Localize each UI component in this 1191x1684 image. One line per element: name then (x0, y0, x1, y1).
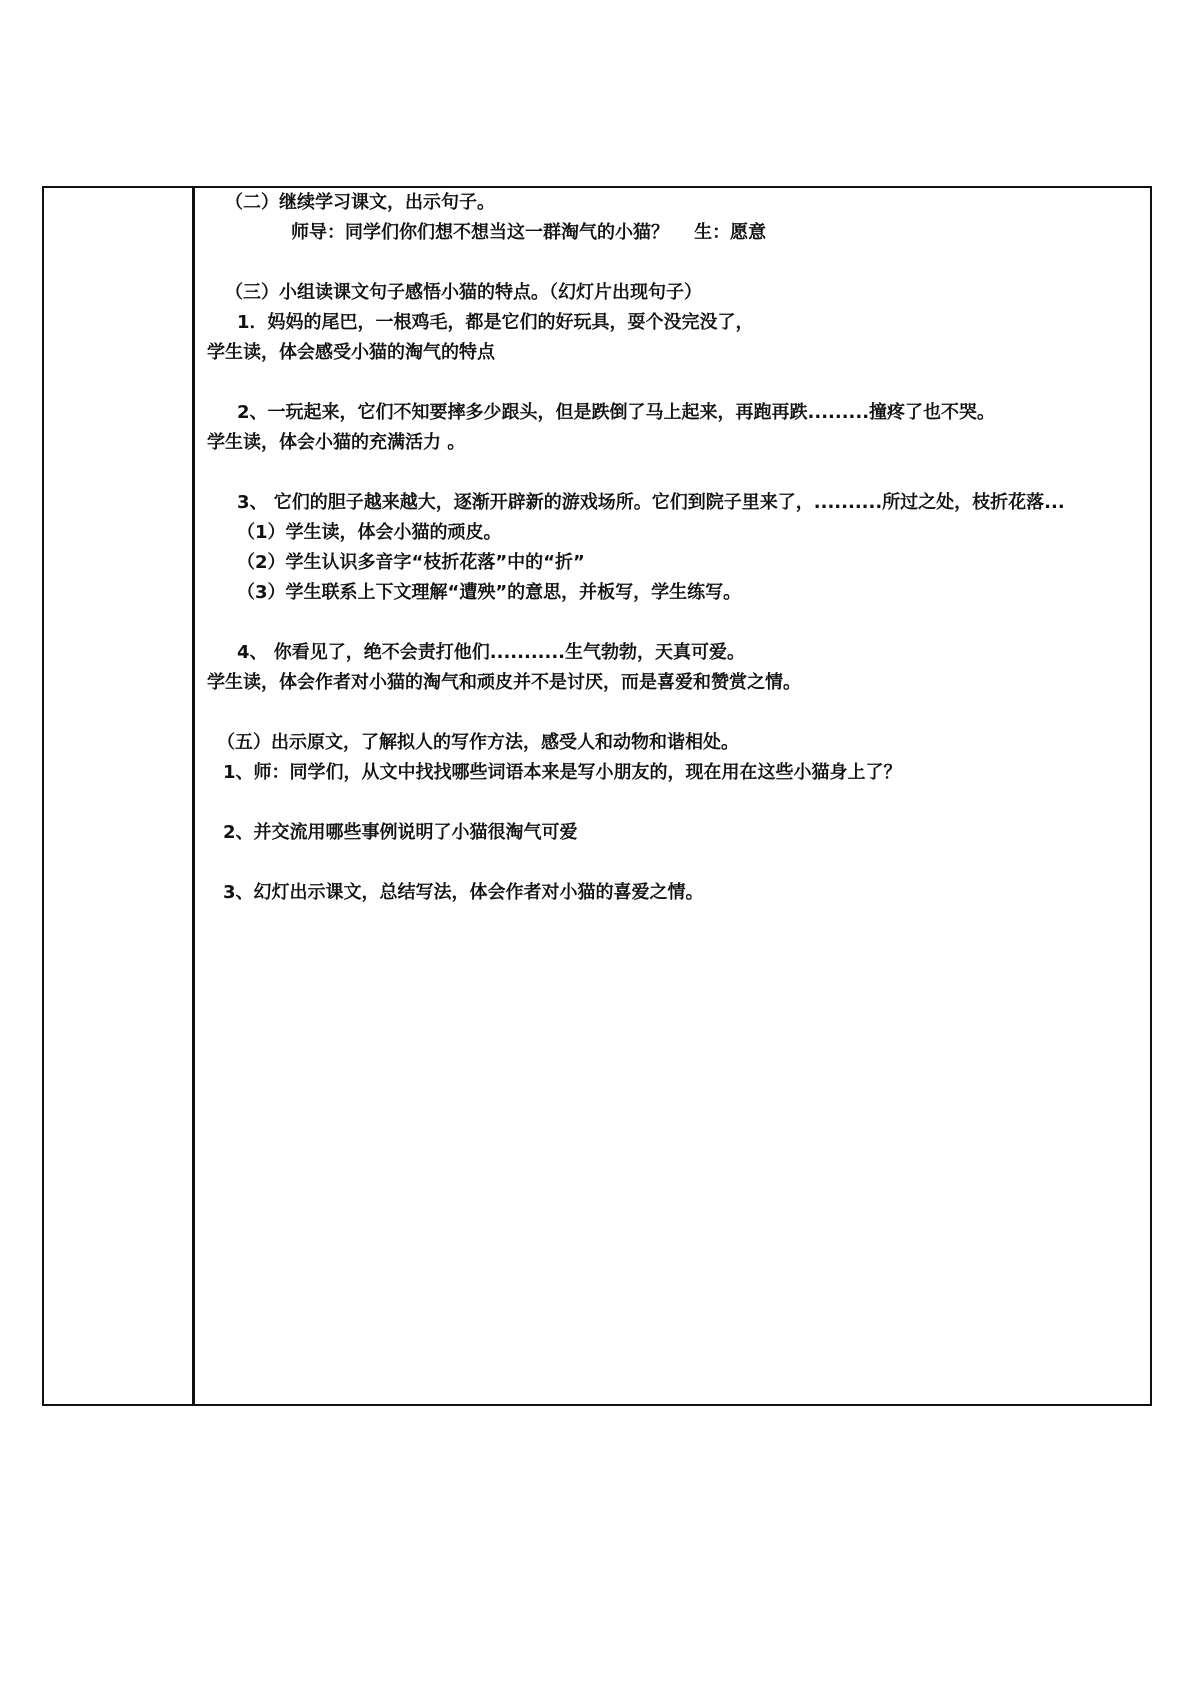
sentence-two: 2、一玩起来，它们不知要摔多少跟头，但是跌倒了马上起来，再跑再跌.........撞疼了也不哭。 (237, 402, 996, 423)
student-reading-one: 学生读，体会感受小猫的淘气的特点 (207, 342, 495, 363)
step-2: 2、并交流用哪些事例说明了小猫很淘气可爱 (223, 822, 578, 843)
content-cell (194, 187, 1152, 1405)
lesson-content (195, 188, 1150, 908)
section-two-heading: （二）继续学习课文，出示句子。 (225, 192, 495, 213)
sub-point-2: （2）学生认识多音字“枝折花落”中的“折” (237, 552, 585, 573)
lesson-plan-table (42, 186, 1152, 1406)
sentence-four: 4、 你看见了，绝不会责打他们...........生气勃勃，天真可爱。 (237, 642, 746, 663)
section-five-heading: （五）出示原文，了解拟人的写作方法，感受人和动物和谐相处。 (217, 732, 739, 753)
sub-point-1: （1）学生读，体会小猫的顽皮。 (237, 522, 502, 543)
table-row (43, 187, 1151, 1405)
sub-point-3: （3）学生联系上下文理解“遭殃”的意思，并板写，学生练写。 (237, 582, 742, 603)
label-column-cell (43, 187, 194, 1405)
section-three-heading: （三）小组读课文句子感悟小猫的特点。（幻灯片出现句子） (225, 282, 702, 303)
student-reading-two: 学生读，体会小猫的充满活力 。 (207, 432, 466, 453)
sentence-three: 3、 它们的胆子越来越大，逐渐开辟新的游戏场所。它们到院子里来了，..........所过之处，枝折花落... (237, 492, 1065, 513)
step-3: 3、幻灯出示课文，总结写法，体会作者对小猫的喜爱之情。 (223, 882, 704, 903)
student-reading-four: 学生读，体会作者对小猫的淘气和顽皮并不是讨厌，而是喜爱和赞赏之情。 (207, 672, 801, 693)
teacher-question: 师导：同学们你们想不想当这一群淘气的小猫？ 生：愿意 (291, 222, 767, 243)
step-1: 1、师：同学们，从文中找找哪些词语本来是写小朋友的，现在用在这些小猫身上了？ (223, 762, 902, 783)
sentence-one: 1．妈妈的尾巴，一根鸡毛，都是它们的好玩具，耍个没完没了， (237, 312, 754, 333)
